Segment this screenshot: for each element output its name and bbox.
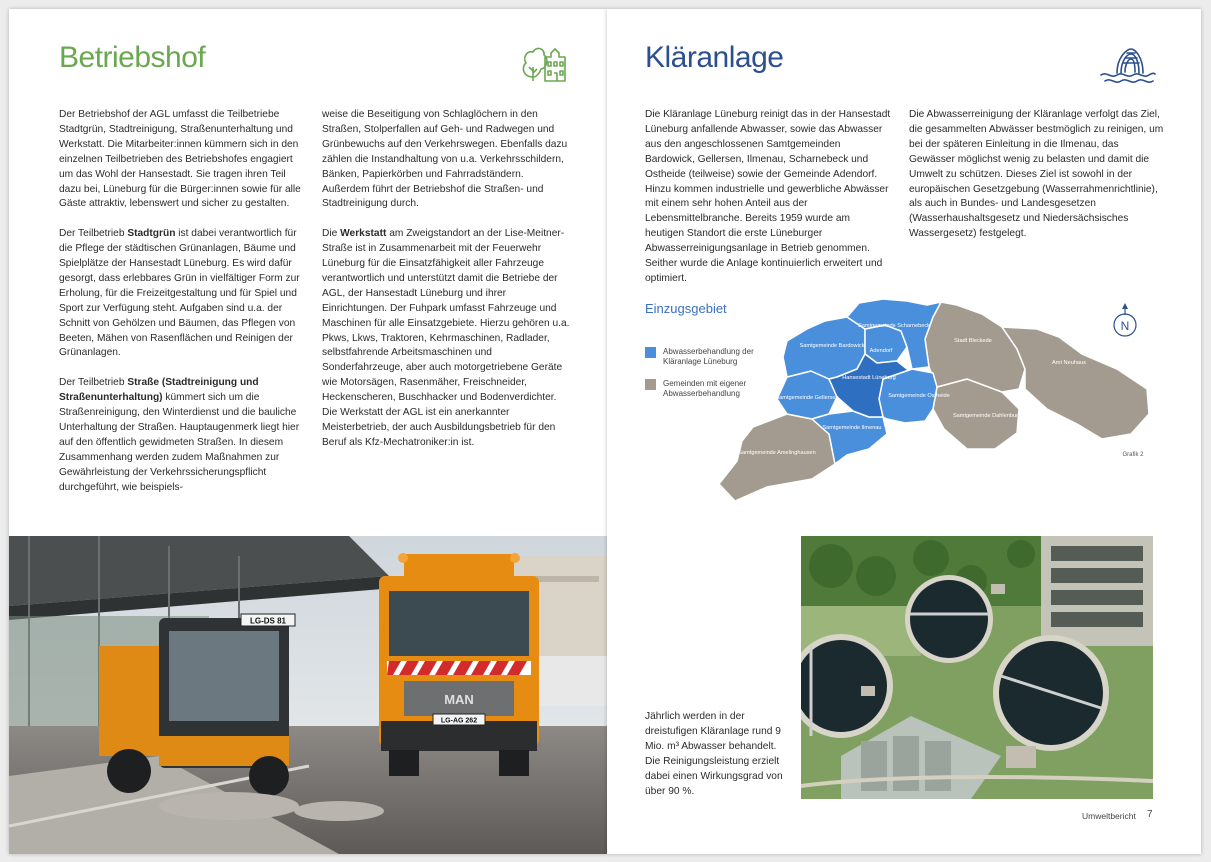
left-page xyxy=(9,9,607,854)
legend-line: Abwasserbehandlung der xyxy=(663,347,754,356)
text-column-1 xyxy=(59,108,307,510)
footer-label: Umweltbericht xyxy=(1082,811,1136,821)
region-amelinghausen xyxy=(719,414,835,501)
region-bleckede xyxy=(925,302,1025,392)
legend-line: Kläranlage Lüneburg xyxy=(663,357,738,366)
compass-letter: N xyxy=(1120,319,1130,333)
region-label: Stadt Bleckede xyxy=(954,338,992,344)
photo-illustration xyxy=(801,536,1153,799)
tree-and-house-icon xyxy=(519,41,569,83)
region-label: Hansestadt Lüneburg xyxy=(842,375,896,381)
photo-illustration xyxy=(9,536,607,854)
text-span: Die xyxy=(322,228,341,240)
region-label: Samtgemeinde Amelinghausen xyxy=(738,450,816,456)
region-label: Samtgemeinde Ostheide xyxy=(888,393,950,399)
street-sweeper-photo xyxy=(9,536,607,854)
continuation-paragraph: weise die Beseitigung von Schlaglöchern in den Straßen, Stolperfallen auf Geh- und Radwegen und Grünbewuchs auf den Verkehrswegen. Ebenfalls dazu zählen die Instandhaltung von u.a. Verkehrsschildern, Bänken, Papierkörben und Fahrradständern. Außerdem führt der Betriebshof die Straßen- und Stadtreinigung durch. xyxy=(322,109,568,210)
text-span: ist dabei verantwortlich für die Pflege der städtischen Grünanlagen, Bäume und Spielplätze der Hansestadt Lüneburg. Es wird dafür gesorgt, dass erlebbares Grün in vielfältiger Form zur Erholung, für die Freizeitgestaltung und für Spiel und Sport zur Verfügung steht. Aufgaben sind u.a. der Schnitt von Gehölzen und Bäumen, das Pflegen von Beeten, Mähen von Rasenflächen und Reinigen der Grünanlagen. xyxy=(59,228,300,359)
text-span: Der Teilbetrieb xyxy=(59,228,128,240)
region-label: Samtgemeinde Bardowick xyxy=(799,343,865,349)
right-page xyxy=(607,9,1201,854)
treatment-plant-photo xyxy=(801,536,1153,799)
compass-icon xyxy=(1114,303,1136,336)
graphic-label: Grafik 2 xyxy=(1122,452,1144,458)
bold-term: Straße (Stadtreinigung und Straßenunterhaltung) xyxy=(59,377,259,404)
legend-line: Abwasserbehandlung xyxy=(663,389,740,398)
map-heading: Einzugsgebiet xyxy=(645,301,727,316)
region-label: Samtgemeinde Ilmenau xyxy=(822,425,882,431)
photo-caption: Jährlich werden in der dreistufigen Kläranlage rund 9 Mio. m³ Abwasser behandelt. Die Reinigungsleistung erzielt dabei einen Wirkungsgrad von über 90 %. xyxy=(645,711,783,797)
bold-term: Werkstatt xyxy=(340,228,387,240)
stadtgruen-paragraph xyxy=(59,227,307,361)
strasse-paragraph xyxy=(59,376,307,495)
truck-brand-text: MAN xyxy=(444,692,474,707)
legend-line: Gemeinden mit eigener xyxy=(663,379,747,388)
intro-paragraph: Der Betriebshof der AGL umfasst die Teilbetriebe Stadtgrün, Stadtreinigung, Straßenunterhaltung und Werkstatt. Die Mitarbeiter:innen kümmern sich in den einzelnen Teilbetrieben des Betriebshofes engagiert um das Wohl der Hansestadt. Sie tragen ihren Teil dazu bei, Lüneburg für die Bürger:innen sowie für alle Gäste attraktiv, lebenswert und sicher zu gestalten. xyxy=(59,109,301,210)
region-label: Samtgemeinde Scharnebeck xyxy=(858,323,930,329)
region-label: Samtgemeinde Dahlenburg xyxy=(952,413,1022,419)
license-plate-text: LG-DS 81 xyxy=(249,616,287,626)
page-title: Betriebshof xyxy=(59,41,206,74)
text-column-1: Die Kläranlage Lüneburg reinigt das in der Hansestadt Lüneburg anfallende Abwasser, sowie das Abwasser aus den angeschlossenen Samtgemeinden Bardowick, Gellersen, Ilmenau, Scharnebeck und Ostheide (teilweise) sowie der Gemeinde Adendorf. Hinzu kommen industrielle und gewerbliche Abwässer mit einem sehr hohen Anteil aus der Lebensmittelbranche. Bereits 1959 wurde am heutigen Standort die erste Lüneburger Abwasserreinigungsanlage in Betrieb genommen. Seither wurde die Anlage kontinuierlich erweitert und optimiert. xyxy=(645,109,891,284)
region-neuhaus xyxy=(1002,327,1149,439)
region-label: Adendorf xyxy=(869,348,893,354)
page-title: Kläranlage xyxy=(645,41,784,74)
bold-term: Stadtgrün xyxy=(127,228,176,240)
werkstatt-paragraph xyxy=(322,227,572,451)
text-span: Der Teilbetrieb xyxy=(59,377,128,389)
text-column-2 xyxy=(322,108,572,466)
text-span: am Zweigstandort an der Lise-Meitner-Straße ist in Zusammenarbeit mit der Feuerwehr Lüneburg für die Einsatzfähigkeit aller Fahrzeuge verantwortlich und unterstützt damit die Betriebe der AGL, der Hansestadt Lüneburg und ihrer Einrichtungen. Der Fuhpark umfasst Fahrzeuge und Maschinen für alle Einsatzgebiete. Hierzu gehören u.a. Pkws, Lkws, Traktoren, Kehrmaschinen, Radlader, selbstfahrende Arbeitsmaschinen und Sonderfahrzeuge, aber auch motorgetriebene Geräte wie Motorsägen, Rasenmäher, Freischneider, Heckenscheren, Buschhacker und Bodenverdichter. Die Werkstatt der AGL ist ein anerkannter Meisterbetrieb, der auch Ausbildungsbetrieb für den Beruf als Kfz-Mechatroniker:in ist. xyxy=(322,228,570,448)
region-label: Samtgemeinde Gellersen xyxy=(775,395,839,401)
catchment-map xyxy=(607,9,1201,529)
license-plate-text: LG-AG 262 xyxy=(440,717,478,725)
text-span: kümmert sich um die Straßenreinigung, den Winterdienst und die bauliche Unterhaltung der Straßen. Hauptaugenmerk liegt hier auf den öffentlich gewidmeten Straßen. In diesem Zusammenhang werden zudem Maßnahmen zur Gewährleistung der Verkehrssicherungspflicht durchgeführt, wie beispiels- xyxy=(59,392,300,493)
page-number: 7 xyxy=(1147,809,1153,820)
region-label: Amt Neuhaus xyxy=(1052,360,1086,366)
text-column-2: Die Abwasserreinigung der Kläranlage verfolgt das Ziel, die gesammelten Abwässer bestmöglich zu reinigen, um bei der späteren Einleitung in die Ilmenau, das Gewässer möglichst wenig zu belasten und damit die Umwelt zu schützen. Dieses Ziel ist sowohl in der europäischen Gesetzgebung (Wasserrahmenrichtlinie), als auch in Bundes- und Landesgesetzen (Wasserhaushaltsgesetz und Niedersächsisches Wassergesetz) festgelegt. xyxy=(909,109,1164,240)
truck-vehicle xyxy=(379,553,539,776)
